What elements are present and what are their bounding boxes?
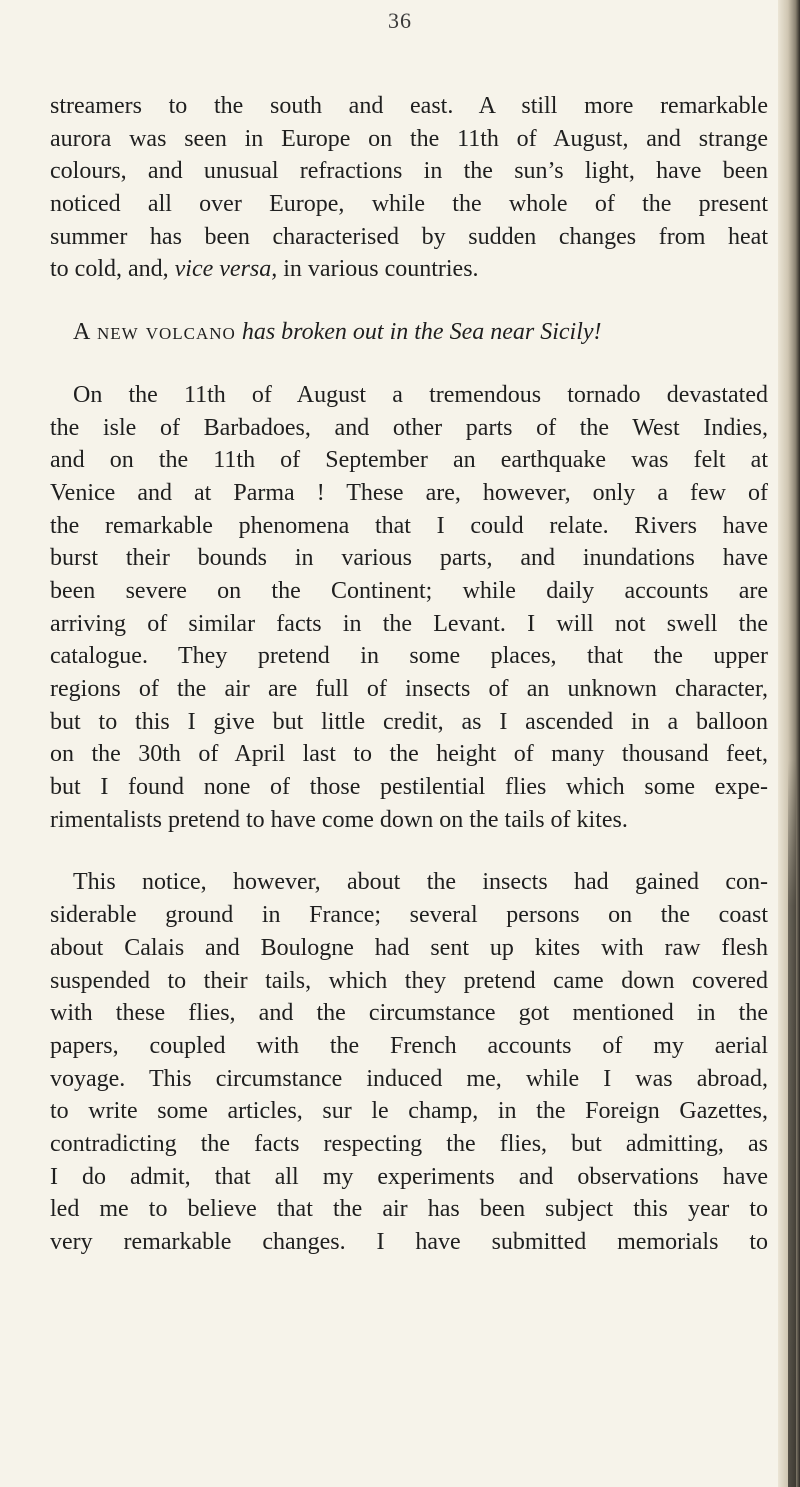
text-line: and on the 11th of September an earthquake was felt at — [50, 447, 768, 474]
paragraph-2 — [50, 379, 768, 837]
page-number: 36 — [388, 8, 412, 33]
text-line: catalogue. They pretend in some places, that the upper — [50, 643, 768, 670]
paragraph-gap — [50, 286, 768, 316]
text-line: I do admit, that all my experiments and observations have — [50, 1163, 768, 1190]
text-line: On the 11th of August a tremendous tornado devastated — [73, 381, 768, 408]
text-line: the isle of Barbadoes, and other parts of the West Indies, — [50, 414, 768, 441]
italic-phrase: vice versa, — [174, 256, 278, 283]
text-line: contradicting the facts respecting the flies, but admitting, as — [50, 1130, 768, 1157]
text-line: aurora was seen in Europe on the 11th of August, and strange — [50, 125, 768, 152]
text-line: but to this I give but little credit, as I ascended in a balloon — [50, 708, 768, 735]
text-line: been severe on the Continent; while daily accounts are — [50, 577, 768, 604]
text-line: summer has been characterised by sudden changes from heat — [50, 223, 768, 250]
text-run: in various countries. — [277, 256, 479, 283]
page-edge-shadow — [778, 0, 800, 1487]
text-line: the remarkable phenomena that I could relate. Rivers have — [50, 512, 768, 539]
text-line: voyage. This circumstance induced me, while I was abroad, — [50, 1065, 768, 1092]
paragraph-1 — [50, 90, 768, 286]
text-line: but I found none of those pestilential flies which some expe- — [50, 774, 768, 801]
heading-italic: has broken out in the Sea near Sicily! — [235, 319, 602, 346]
paragraph-3 — [50, 866, 768, 1258]
text-line: siderable ground in France; several persons on the coast — [50, 902, 768, 929]
text-line: with these flies, and the circumstance got mentioned in the — [50, 1000, 768, 1027]
text-line: rimentalists pretend to have come down on the tails of kites. — [50, 806, 628, 833]
text-line: led me to believe that the air has been subject this year to — [50, 1196, 768, 1223]
text-line: regions of the air are full of insects of an unknown character, — [50, 676, 768, 702]
text-line: arriving of similar facts in the Levant. I will not swell the — [50, 610, 768, 637]
text-line: colours, and unusual refractions in the sun’s light, have been — [50, 158, 768, 185]
text-line: about Calais and Boulogne had sent up kites with raw flesh — [50, 934, 768, 961]
heading-smallcaps: A new volcano — [73, 319, 236, 346]
paragraph-gap — [50, 836, 768, 866]
text-line: to write some articles, sur le champ, in the Foreign Gazettes, — [50, 1098, 768, 1125]
text-run: to cold, and, — [50, 256, 175, 283]
text-line — [50, 253, 768, 286]
paragraph-gap — [50, 349, 768, 379]
text-line: very remarkable changes. I have submitted memorials to — [50, 1229, 768, 1255]
text-line: This notice, however, about the insects had gained con- — [73, 869, 768, 896]
body-text — [50, 90, 768, 1259]
text-line: suspended to their tails, which they pretend came down covered — [50, 967, 768, 994]
text-line: burst their bounds in various parts, and inundations have — [50, 545, 768, 572]
text-line: on the 30th of April last to the height of many thousand feet, — [50, 741, 768, 768]
text-line: papers, coupled with the French accounts of my aerial — [50, 1032, 768, 1059]
text-line: Venice and at Parma ! These are, however, only a few of — [50, 479, 768, 506]
text-line: noticed all over Europe, while the whole of the present — [50, 191, 768, 218]
section-heading — [50, 316, 768, 349]
text-line: streamers to the south and east. A still more remarkable — [50, 93, 768, 119]
